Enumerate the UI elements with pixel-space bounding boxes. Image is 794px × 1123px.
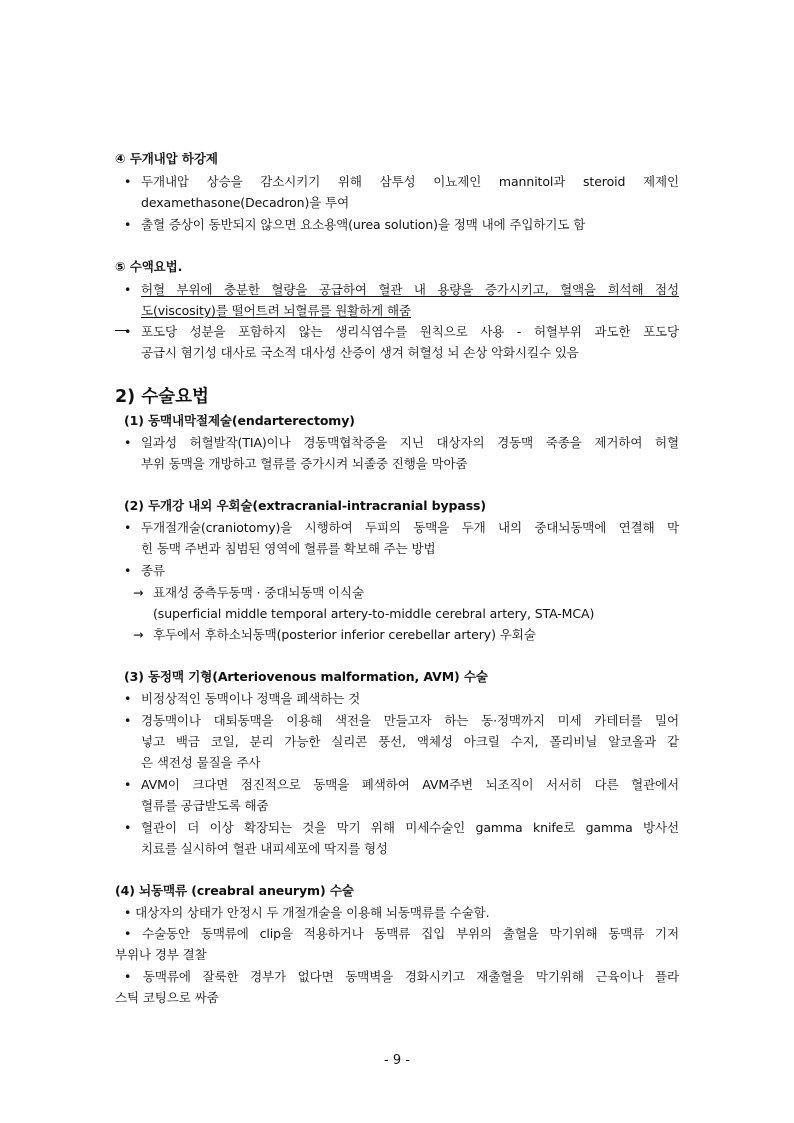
bullet: • [124, 691, 132, 706]
bullet-line: 넣고 백금 코일, 분리 가능한 실리콘 풍선, 액체성 아크릴 수지, 폴리비닐 알코올과 같 [141, 734, 679, 749]
bullet-line: 종류 [141, 563, 165, 578]
page-number: - 9 - [384, 1053, 410, 1068]
bullet-text [124, 926, 679, 942]
arrow-icon: → [133, 585, 144, 600]
section-heading-icp: ④ 두개내압 하강제 [115, 151, 218, 166]
bullet-line: 포도당 성분을 포함하지 않는 생리식염수를 원칙으로 사용 - 허혈부위 과도한 포도당 [141, 324, 679, 339]
bullet-line: 일과성 허혈발작(TIA)이나 경동맥협착증을 지닌 대상자의 경동맥 죽종을 제거하여 허혈 [141, 435, 679, 450]
bullet: • [124, 520, 132, 535]
section-heading-fluid: ⑤ 수액요법. [115, 259, 183, 274]
bullet-line: 공급시 혐기성 대사로 국소적 대사성 산증이 생겨 허혈성 뇌 손상 악화시킬수 있음 [141, 345, 579, 360]
bullet: • [124, 217, 132, 232]
bullet-line: 힌 동맥 주변과 침범된 영역에 혈류를 확보해 주는 방법 [141, 541, 436, 556]
arrow-line: 표재성 중측두동맥 · 중대뇌동맥 이식술 [153, 585, 364, 600]
bullet-text [141, 734, 679, 750]
bullet: • [124, 435, 132, 450]
bullet-line: • 대상자의 상태가 안정시 두 개절개술을 이용해 뇌동맥류를 수술함. [124, 905, 490, 920]
bullet-line: 혈류를 공급받도록 해줌 [141, 798, 269, 813]
subsection-heading-endarterectomy: (1) 동맥내막절제술(endarterectomy) [124, 413, 355, 428]
arrow-icon: → [133, 627, 144, 642]
bullet-line: 두개절개술(craniotomy)을 시행하여 두피의 동맥을 두개 내의 중대뇌동맥에 연결해 막 [141, 520, 679, 535]
page-title: 2) 수술요법 [115, 387, 209, 407]
bullet-line: 치료를 실시하여 혈관 내피세포에 딱지를 형성 [141, 841, 388, 856]
bullet-line: 두개내압 상승을 감소시키기 위해 삼투성 이뇨제인 mannitol과 steroid 제제인 [141, 174, 679, 189]
bullet-line: AVM이 크다면 점진적으로 동맥을 폐색하여 AVM주변 뇌조직이 서서히 다른 혈관에서 [141, 777, 679, 792]
bullet-text [141, 713, 679, 729]
arrow-line: 후두에서 후하소뇌동맥(posterior inferior cerebellar artery) 우회술 [153, 627, 536, 642]
bullet-text [124, 969, 679, 985]
bullet-line: • 동맥류에 잘룩한 경부가 없다면 동맥벽을 경화시키고 재출혈을 막기위해 근육이나 플라 [124, 969, 679, 984]
bullet-text [141, 820, 679, 836]
bullet-text [141, 324, 679, 340]
bullet-text [141, 777, 679, 793]
bullet-line: 도(viscosity)를 떨어트려 뇌혈류를 원활하게 해줌 [141, 303, 411, 318]
bullet-text [141, 282, 679, 298]
bullet-line: 스틱 코팅으로 싸줌 [115, 990, 219, 1005]
subsection-heading-aneurysm: (4) 뇌동맥류 (creabral aneurym) 수술 [115, 883, 354, 898]
bullet: • [124, 174, 132, 189]
bullet-text [141, 520, 679, 536]
bullet: • [124, 820, 132, 835]
bullet-line: dexamethasone(Decadron)을 투여 [141, 195, 350, 210]
bullet-line: 부위 동맥을 개방하고 혈류를 증가시켜 뇌졸중 진행을 막아줌 [141, 456, 468, 471]
bullet-line: 혈관이 더 이상 확장되는 것을 막기 위해 미세수술인 gamma knife로 gamma 방사선 [141, 820, 679, 835]
bullet-line: 부위나 경부 결찰 [115, 947, 207, 962]
bullet: • [124, 713, 132, 728]
bullet: • [124, 324, 132, 339]
bullet-line: 출혈 증상이 동반되지 않으면 요소용액(urea solution)을 정맥 내에 주입하기도 함 [141, 217, 586, 232]
subsection-heading-bypass: (2) 두개강 내외 우회술(extracranial-intracranial bypass) [124, 498, 487, 513]
bullet-line: • 수술동안 동맥류에 clip을 적용하거나 동맥류 집입 부위의 출혈을 막기위해 동맥류 기저 [124, 926, 679, 941]
arrow-line: (superficial middle temporal artery-to-middle cerebral artery, STA-MCA) [153, 606, 595, 621]
bullet-text [141, 435, 679, 451]
bullet-line: 비정상적인 동맥이나 정맥을 폐색하는 것 [141, 691, 361, 706]
bullet-line: 허혈 부위에 충분한 혈량을 공급하여 혈관 내 용량을 증가시키고, 혈액을 희석해 점성 [141, 282, 679, 297]
bullet-line: 은 색전성 물질을 주사 [141, 755, 261, 770]
bullet-line: 경동맥이나 대퇴동맥을 이용해 색전을 만들고자 하는 동·정맥까지 미세 카테터를 밀어 [141, 713, 679, 728]
bullet: • [124, 777, 132, 792]
bullet-text [141, 174, 679, 190]
bullet: • [124, 563, 132, 578]
subsection-heading-avm: (3) 동정맥 기형(Arteriovenous malformation, AVM) 수술 [124, 669, 488, 684]
bullet: • [124, 282, 132, 297]
